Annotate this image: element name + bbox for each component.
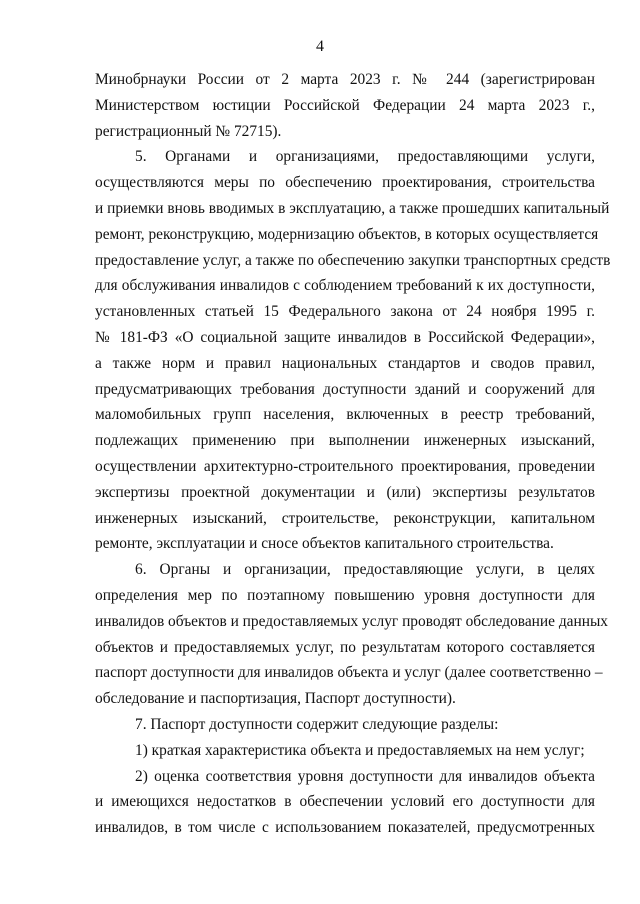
text-line: ремонт, реконструкцию, модернизацию объектов, в которых осуществляется	[95, 225, 599, 243]
text-line: определения мер по поэтапному повышению уровня доступности для	[95, 586, 595, 604]
text-line: а также норм и правил национальных стандартов и сводов правил,	[95, 354, 595, 372]
text-line: Минобрнауки России от 2 марта 2023 г. № 244 (зарегистрирован	[95, 71, 595, 88]
text-line: ремонте, эксплуатации и сносе объектов капитального строительства.	[95, 535, 554, 553]
list-item-2	[95, 764, 595, 841]
text-line: предусматривающих требования доступности зданий и сооружений для	[95, 380, 595, 398]
text-line: инженерных изысканий, строительстве, реконструкции, капитальном	[95, 509, 595, 527]
text-line: подлежащих применению при выполнении инженерных изысканий,	[95, 432, 595, 450]
text-line: установленных статьей 15 Федерального закона от 24 ноября 1995 г.	[95, 303, 595, 321]
text-line: 1) краткая характеристика объекта и предоставляемых на нем услуг;	[135, 741, 585, 759]
text-line: регистрационный № 72715).	[95, 122, 282, 140]
page-number: 4	[316, 38, 324, 55]
text-line: инвалидов объектов и предоставляемых услуг проводят обследование данных	[95, 612, 608, 630]
text-line: 5. Органами и организациями, предоставляющими услуги,	[135, 148, 595, 166]
text-line: экспертизы проектной документации и (или) экспертизы результатов	[95, 483, 595, 501]
text-line: осуществлении архитектурно-строительного проектирования, проведении	[95, 457, 595, 475]
text-line: паспорт доступности для инвалидов объекта и услуг (далее соответственно –	[95, 664, 603, 682]
paragraph-5	[95, 144, 611, 557]
document-body	[95, 67, 611, 841]
text-line: предоставление услуг, а также по обеспечению закупки транспортных средств	[95, 251, 611, 269]
text-line: маломобильных групп населения, включенных в реестр требований,	[95, 406, 595, 424]
text-line: 2) оценка соответствия уровня доступности для инвалидов объекта	[135, 767, 595, 785]
text-line: объектов и предоставляемых услуг, по результатам которого составляется	[95, 638, 595, 656]
text-line: Министерством юстиции Российской Федерации 24 марта 2023 г.,	[95, 96, 595, 114]
text-line: обследование и паспортизация, Паспорт доступности).	[95, 690, 456, 708]
text-line: инвалидов, в том числе с использованием показателей, предусмотренных	[95, 819, 595, 837]
text-line: и имеющихся недостатков в обеспечении условий его доступности для	[95, 793, 595, 811]
text-line: осуществляются меры по обеспечению проектирования, строительства	[95, 174, 595, 192]
text-line: для обслуживания инвалидов с соблюдением требований к их доступности,	[95, 277, 595, 295]
text-line: 7. Паспорт доступности содержит следующие разделы:	[135, 715, 499, 733]
list-item-1	[95, 738, 595, 764]
paragraph-7	[95, 712, 595, 738]
text-line: № 181-ФЗ «О социальной защите инвалидов в Российской Федерации»,	[95, 328, 595, 346]
paragraph-6	[95, 557, 608, 712]
paragraph-continuation	[95, 67, 595, 144]
text-line: 6. Органы и организации, предоставляющие услуги, в целях	[135, 561, 595, 579]
text-line: и приемки вновь вводимых в эксплуатацию, а также прошедших капитальный	[95, 199, 610, 217]
